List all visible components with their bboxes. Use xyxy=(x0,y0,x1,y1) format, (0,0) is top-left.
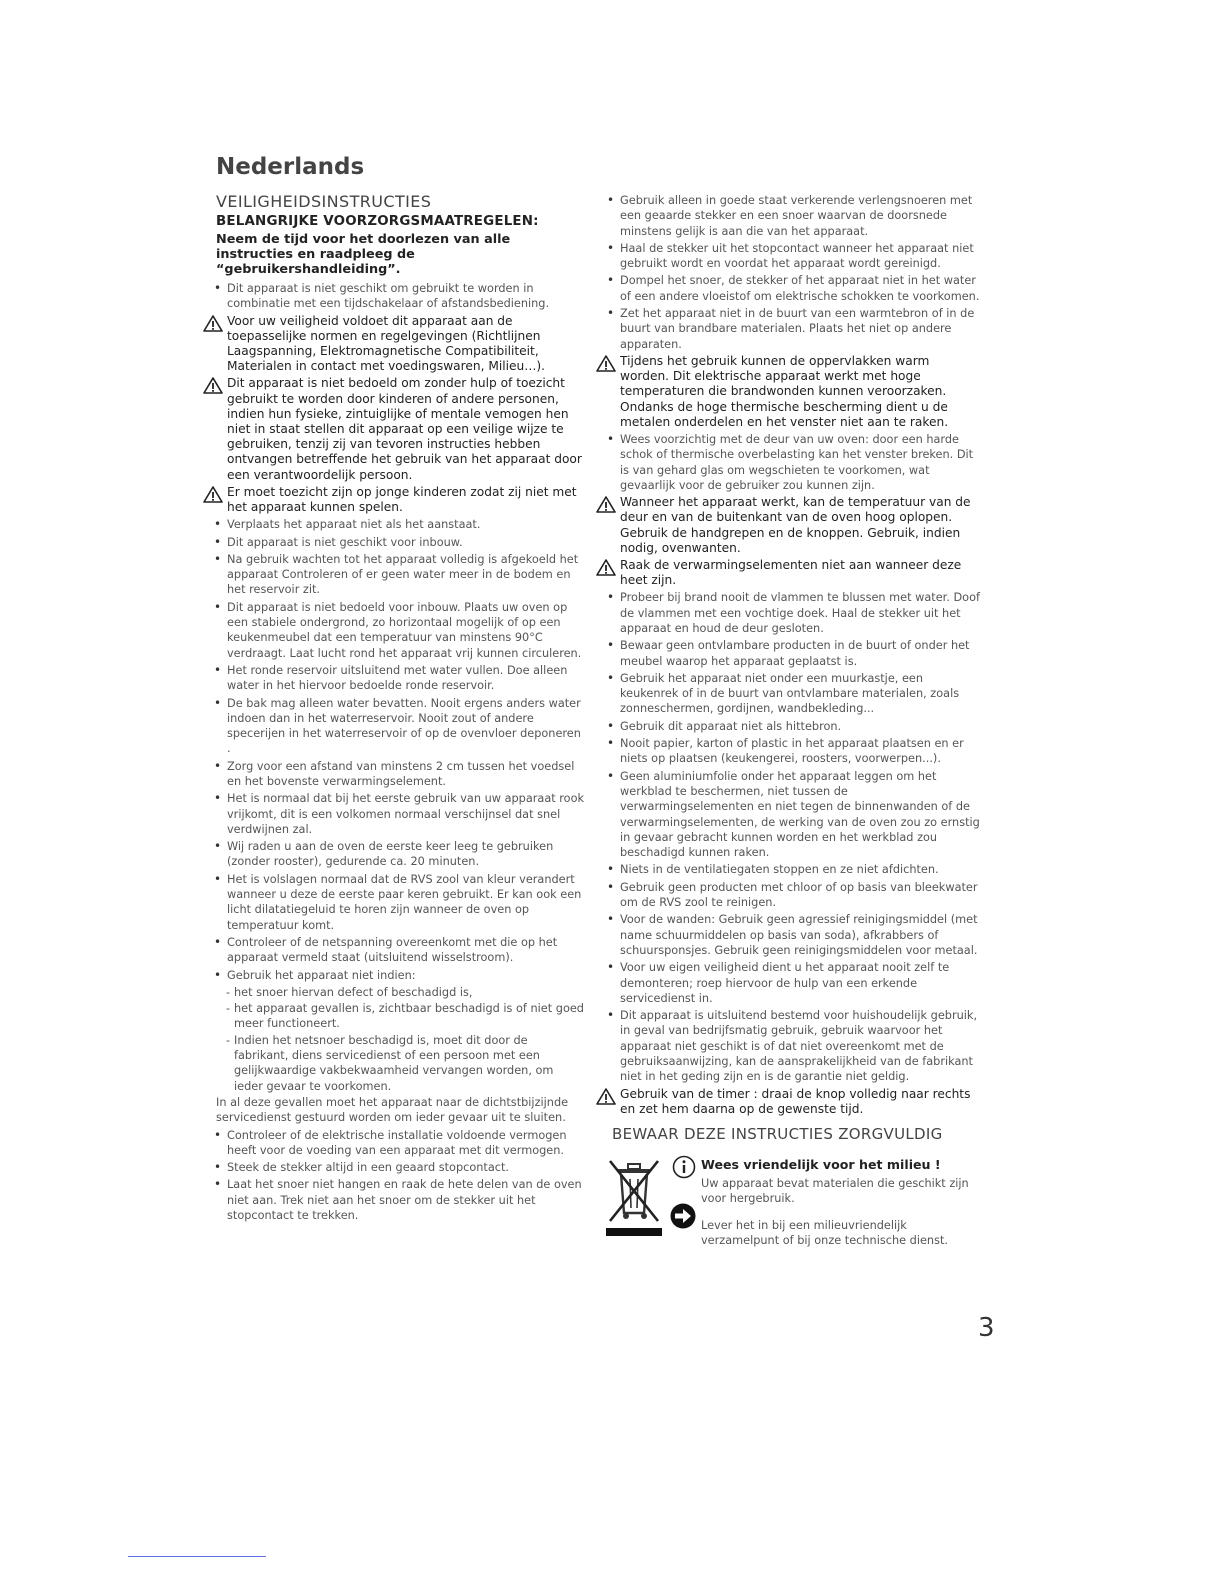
environment-title: Wees vriendelijk voor het milieu ! xyxy=(701,1157,941,1172)
list-item: • Wees voorzichtig met de deur van uw oven: door een harde schok of thermische overbelasting kan het venster breken. Dit is van gehard glas om wegschieten te voorkomen, wat gevaarlijk voor de gebruiker zou kunnen zijn. xyxy=(598,432,982,493)
warning-icon xyxy=(203,377,223,394)
list-item: • Dit apparaat is uitsluitend bestemd voor huishoudelijk gebruik, in geval van bedrijfsmatig gebruik, gebruik waarvoor het apparaat niet geschikt is of dat niet overeenkomt met de gebruiksaanwijzing, kan de aansprakelijkheid van de fabrikant niet in het geding zijn en is de garantie niet geldig. xyxy=(598,1008,982,1084)
list-item: • Zet het apparaat niet in de buurt van een warmtebron of in de buurt van brandbare materialen. Plaats het niet op andere apparaten. xyxy=(598,306,982,352)
warning-item xyxy=(598,558,982,588)
warning-item xyxy=(205,485,585,515)
sub-item: - het apparaat gevallen is, zichtbaar beschadigd is of niet goed meer functioneert. xyxy=(205,1001,585,1032)
list-item: • Dompel het snoer, de stekker of het apparaat niet in het water of een andere vloeistof om elektrische schokken te voorkomen. xyxy=(598,273,982,304)
paragraph: In al deze gevallen moet het apparaat naar de dichtstbijzijnde servicedienst gestuurd worden om ieder gevaar uit te sluiten. xyxy=(216,1095,569,1125)
info-icon xyxy=(672,1155,696,1179)
right-column xyxy=(598,193,982,1248)
list-item: • Haal de stekker uit het stopcontact wanneer het apparaat niet gebruikt wordt en voordat het apparaat wordt gereinigd. xyxy=(598,241,982,272)
sub-item: - het snoer hiervan defect of beschadigd is, xyxy=(205,985,585,1000)
warning-icon xyxy=(596,496,616,513)
list-item: • Probeer bij brand nooit de vlammen te blussen met water. Doof de vlammen met een vochtige doek. Haal de stekker uit het apparaat en houd de deur gesloten. xyxy=(598,590,982,636)
warning-icon xyxy=(203,315,223,332)
warning-icon xyxy=(203,486,223,503)
list-item: • Gebruik dit apparaat niet als hittebron. xyxy=(598,719,982,734)
list-item: • Het is volslagen normaal dat de RVS zool van kleur verandert wanneer u deze de eerste paar keren gebruikt. Er kan ook een licht dilatatiegeluid te horen zijn wanneer de oven op temperatuur komt. xyxy=(205,872,585,933)
warning-text: Raak de verwarmingselementen niet aan wanneer deze heet zijn. xyxy=(620,557,962,588)
sub-item: - Indien het netsnoer beschadigd is, moet dit door de fabrikant, diens servicedienst of een persoon met een gelijkwaardige vakbekwaamheid vervangen worden, om ieder gevaar te voorkomen. xyxy=(205,1033,585,1094)
list-item: • Bewaar geen ontvlambare producten in de buurt of onder het meubel waarop het apparaat geplaatst is. xyxy=(598,638,982,669)
warning-text: Er moet toezicht zijn op jonge kinderen zodat zij niet met het apparaat kunnen spelen. xyxy=(227,484,577,515)
warning-text: Voor uw veiligheid voldoet dit apparaat aan de toepasselijke normen en regelgevingen (Richtlijnen Laagspanning, Elektromagnetische Compatibiliteit, Materialen in contact met voedingswaren, Milieu…). xyxy=(227,313,546,374)
list-item: • Gebruik het apparaat niet onder een muurkastje, een keukenrek of in de buurt van ontvlambare materialen, zoals zonneschermen, gordijnen, wandbekleding... xyxy=(598,671,982,717)
intro-text: Neem de tijd voor het doorlezen van alle instructies en raadpleeg de “gebruikershandleiding”. xyxy=(216,232,511,277)
list-item: • Gebruik alleen in goede staat verkerende verlengsnoeren met een geaarde stekker en een snoer waarvan de doorsnede minstens gelijk is aan die van het apparaat. xyxy=(598,193,982,239)
list-item: • Verplaats het apparaat niet als het aanstaat. xyxy=(205,517,585,532)
warning-text: Gebruik van de timer : draai de knop volledig naar rechts en zet hem daarna op de gewenste tijd. xyxy=(620,1086,971,1116)
list-item: • Dit apparaat is niet geschikt om gebruikt te worden in combinatie met een tijdschakelaar of afstandsbediening. xyxy=(205,281,585,312)
important-title: BELANGRIJKE VOORZORGSMAATREGELEN: xyxy=(216,214,539,229)
warning-item xyxy=(598,354,982,430)
list-item: • Gebruik geen producten met chloor of op basis van bleekwater om de RVS zool te reinigen. xyxy=(598,880,982,911)
crossed-bin-icon xyxy=(604,1155,664,1237)
list-item: • Niets in de ventilatiegaten stoppen en ze niet afdichten. xyxy=(598,862,982,877)
warning-item xyxy=(205,314,585,375)
left-column xyxy=(205,192,585,1225)
environment-text: Uw apparaat bevat materialen die geschikt zijn voor hergebruik. xyxy=(701,1177,969,1206)
warning-item xyxy=(205,376,585,482)
list-item: • Voor uw eigen veiligheid dient u het apparaat nooit zelf te demonteren; roep hiervoor de hulp van een erkende servicedienst in. xyxy=(598,960,982,1006)
section-title: VEILIGHEIDSINSTRUCTIES xyxy=(216,192,432,211)
list-item: • Nooit papier, karton of plastic in het apparaat plaatsen en er niets op plaatsen (keukengerei, roosters, voorwerpen...). xyxy=(598,736,982,767)
list-item: • Laat het snoer niet hangen en raak de hete delen van de oven niet aan. Trek niet aan het snoer om de stekker uit het stopcontact te trekken. xyxy=(205,1177,585,1223)
list-item: • De bak mag alleen water bevatten. Nooit ergens anders water indoen dan in het waterreservoir. Nooit zout of andere specerijen in het waterreservoir of op de ovenvloer deponeren . xyxy=(205,696,585,757)
warning-icon xyxy=(596,1088,616,1105)
environment-notice xyxy=(598,1155,982,1248)
list-item: • Controleer of de elektrische installatie voldoende vermogen heeft voor de voeding van een apparaat met dit vermogen. xyxy=(205,1128,585,1159)
warning-text: Tijdens het gebruik kunnen de oppervlakken warm worden. Dit elektrische apparaat werkt met hoge temperaturen die brandwonden kunnen veroorzaken. Ondanks de hoge thermische bescherming dient u de metalen onderdelen en het venster niet aan te raken. xyxy=(620,353,949,429)
list-item: • Dit apparaat is niet bedoeld voor inbouw. Plaats uw oven op een stabiele ondergrond, zo horizontaal mogelijk of op een keukenmeubel dat een temperatuur van minstens 90°C verdraagt. Laat lucht rond het apparaat vrij kunnen circuleren. xyxy=(205,600,585,661)
warning-item xyxy=(598,1087,982,1117)
list-item: • Controleer of de netspanning overeenkomt met die op het apparaat vermeld staat (uitsluitend wisselstroom). xyxy=(205,935,585,966)
page-language-title: Nederlands xyxy=(216,154,365,180)
list-item: • Voor de wanden: Gebruik geen agressief reinigingsmiddel (met name schuurmiddelen op basis van soda), afkrabbers of schuursponsjes. Gebruik geen reinigingsmiddelen voor metaal. xyxy=(598,912,982,958)
footer-line xyxy=(128,1556,266,1557)
list-item: • Zorg voor een afstand van minstens 2 cm tussen het voedsel en het bovenste verwarmingselement. xyxy=(205,759,585,790)
arrow-right-icon xyxy=(670,1203,696,1229)
environment-text: Lever het in bij een milieuvriendelijk verzamelpunt of bij onze technische dienst. xyxy=(701,1219,948,1248)
list-item: • Het ronde reservoir uitsluitend met water vullen. Doe alleen water in het hiervoor bedoelde ronde reservoir. xyxy=(205,663,585,694)
page-number: 3 xyxy=(978,1313,995,1343)
list-item: • Na gebruik wachten tot het apparaat volledig is afgekoeld het apparaat Controleren of er geen water meer in de bodem en het reservoir zit. xyxy=(205,552,585,598)
list-item: • Gebruik het apparaat niet indien: xyxy=(205,968,585,983)
warning-text: Dit apparaat is niet bedoeld om zonder hulp of toezicht gebruikt te worden door kinderen of andere personen, indien hun fysieke, zintuiglijke of mentale vemogen hen niet in staat stellen dit apparaat op een veilige wijze te gebruiken, tenzij zij van tevoren instructies hebben ontvangen betreffende het gebruik van het apparaat door een verantwoordelijk persoon. xyxy=(227,376,582,482)
list-item: • Wij raden u aan de oven de eerste keer leeg te gebruiken (zonder rooster), gedurende ca. 20 minuten. xyxy=(205,839,585,870)
warning-icon xyxy=(596,355,616,372)
warning-item xyxy=(598,495,982,556)
save-instructions-title: BEWAAR DEZE INSTRUCTIES ZORGVULDIG xyxy=(612,1125,943,1143)
list-item: • Het is normaal dat bij het eerste gebruik van uw apparaat rook vrijkomt, dit is een volkomen normaal verschijnsel dat snel verdwijnen zal. xyxy=(205,791,585,837)
list-item: • Geen aluminiumfolie onder het apparaat leggen om het werkblad te beschermen, niet tussen de verwarmingselementen en niet tegen de binnenwanden of de verwarmingselementen, de werking van de oven zou zo ernstig in gevaar gebracht kunnen worden en het werkblad zou beschadigd kunnen raken. xyxy=(598,769,982,861)
warning-icon xyxy=(596,559,616,576)
warning-text: Wanneer het apparaat werkt, kan de temperatuur van de deur en van de buitenkant van de oven hoog oplopen. Gebruik de handgrepen en de knoppen. Gebruik, indien nodig, ovenwanten. xyxy=(620,495,971,555)
list-item: • Dit apparaat is niet geschikt voor inbouw. xyxy=(205,535,585,550)
list-item: • Steek de stekker altijd in een geaard stopcontact. xyxy=(205,1160,585,1175)
